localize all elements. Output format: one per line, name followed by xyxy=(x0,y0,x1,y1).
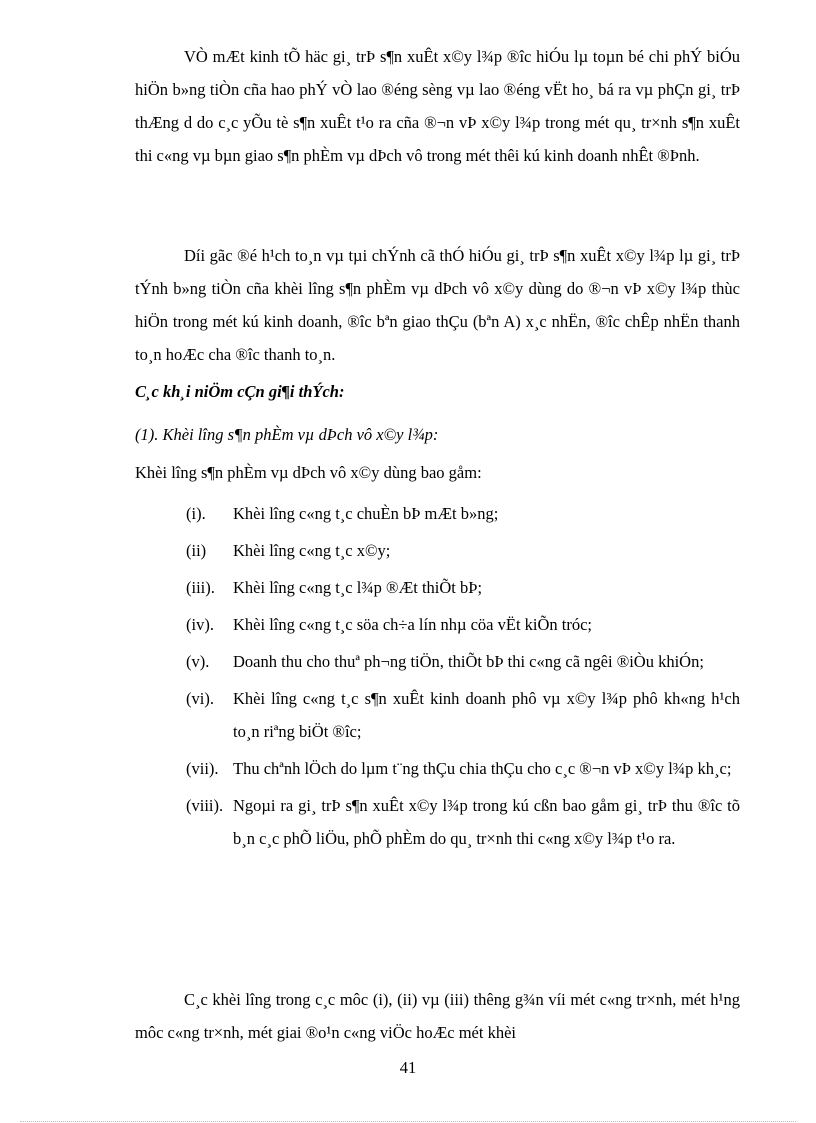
list-item-text: Ngoµi ra gi¸ trÞ s¶n xuÊt x©y l¾p trong kú cßn bao gåm gi¸ trÞ thu ®îc tõ b¸n c¸c phÕ liÖu, phÕ phÈm do qu¸ tr×nh thi c«ng x©y l¾p t¹o ra. xyxy=(233,796,740,848)
list-intro: Khèi lîng s¶n phÈm vµ dÞch vô x©y dùng bao gåm: xyxy=(135,463,482,482)
list-item-text: Khèi lîng c«ng t¸c l¾p ®Æt thiÕt bÞ; xyxy=(233,578,483,597)
list-item xyxy=(186,571,740,604)
list-item xyxy=(186,789,740,855)
paragraph-accounting-definition: Díi gãc ®é h¹ch to¸n vµ tµi chÝnh cã thÓ hiÓu gi¸ trÞ s¶n xuÊt x©y l¾p lµ gi¸ trÞ tÝnh b»ng tiÒn cña khèi lîng s¶n phÈm vµ dÞch vô x©y dùng do ®¬n vÞ x©y l¾p thùc hiÖn trong mét kú kinh doanh, ®îc bªn giao thÇu (bªn A) x¸c nhËn, ®îc chÊp nhËn thanh to¸n hoÆc cha ®îc thanh to¸n. xyxy=(135,246,740,364)
list-item-number: (vii). xyxy=(186,759,219,778)
list-item-text: Khèi lîng c«ng t¸c chuÈn bÞ mÆt b»ng; xyxy=(233,504,499,523)
list-item-text: Khèi lîng c«ng t¸c x©y; xyxy=(233,541,391,560)
list-item xyxy=(186,534,740,567)
list-item-number: (i). xyxy=(186,504,206,523)
subheading: (1). Khèi lîng s¶n phÈm vµ dÞch vô x©y l¾p: xyxy=(135,425,439,444)
footer-divider xyxy=(20,1121,796,1122)
page-number: 41 xyxy=(399,1058,417,1077)
list-item xyxy=(186,497,740,530)
list-item-text: Thu chªnh lÖch do lµm t¨ng thÇu chia thÇu cho c¸c ®¬n vÞ x©y l¾p kh¸c; xyxy=(233,759,732,778)
list-item xyxy=(186,682,740,748)
list-item-text: Khèi lîng c«ng t¸c s¶n xuÊt kinh doanh phô vµ x©y l¾p phô kh«ng h¹ch to¸n riªng biÖt ®îc; xyxy=(233,689,740,741)
list-item-number: (vi). xyxy=(186,689,214,708)
list-item xyxy=(186,608,740,641)
paragraph-closing: C¸c khèi lîng trong c¸c môc (i), (ii) vµ (iii) thêng g¾n víi mét c«ng tr×nh, mét h¹ng môc c«ng tr×nh, mét giai ®o¹n c«ng viÖc hoÆc mét khèi xyxy=(135,990,740,1042)
list-item xyxy=(186,645,740,678)
paragraph-economic-definition: VÒ mÆt kinh tÕ häc gi¸ trÞ s¶n xuÊt x©y l¾p ®îc hiÓu lµ toµn bé chi phÝ biÓu hiÖn b»ng tiÒn cña hao phÝ vÒ lao ®éng sèng vµ lao ®éng vËt ho¸ bá ra vµ phÇn gi¸ trÞ thÆng d do c¸c yÕu tè s¶n xuÊt t¹o ra cña ®¬n vÞ x©y l¾p trong mét qu¸ tr×nh s¶n xuÊt thi c«ng vµ bµn giao s¶n phÈm vµ dÞch vô trong mét thêi kú kinh doanh nhÊt ®Þnh. xyxy=(135,47,740,165)
list-item-number: (ii) xyxy=(186,541,207,560)
section-heading: C¸c kh¸i niÖm cÇn gi¶i thÝch: xyxy=(135,382,345,401)
list-item xyxy=(186,752,740,785)
list-item-text: Doanh thu cho thuª ph¬ng tiÖn, thiÕt bÞ thi c«ng cã ngêi ®iÒu khiÓn; xyxy=(233,652,704,671)
list-item-number: (v). xyxy=(186,652,210,671)
list-item-number: (iv). xyxy=(186,615,214,634)
list-item-number: (viii). xyxy=(186,796,224,815)
list-item-text: Khèi lîng c«ng t¸c söa ch÷a lín nhµ cöa vËt kiÕn tróc; xyxy=(233,615,593,634)
list-item-number: (iii). xyxy=(186,578,215,597)
items-list xyxy=(186,497,740,855)
